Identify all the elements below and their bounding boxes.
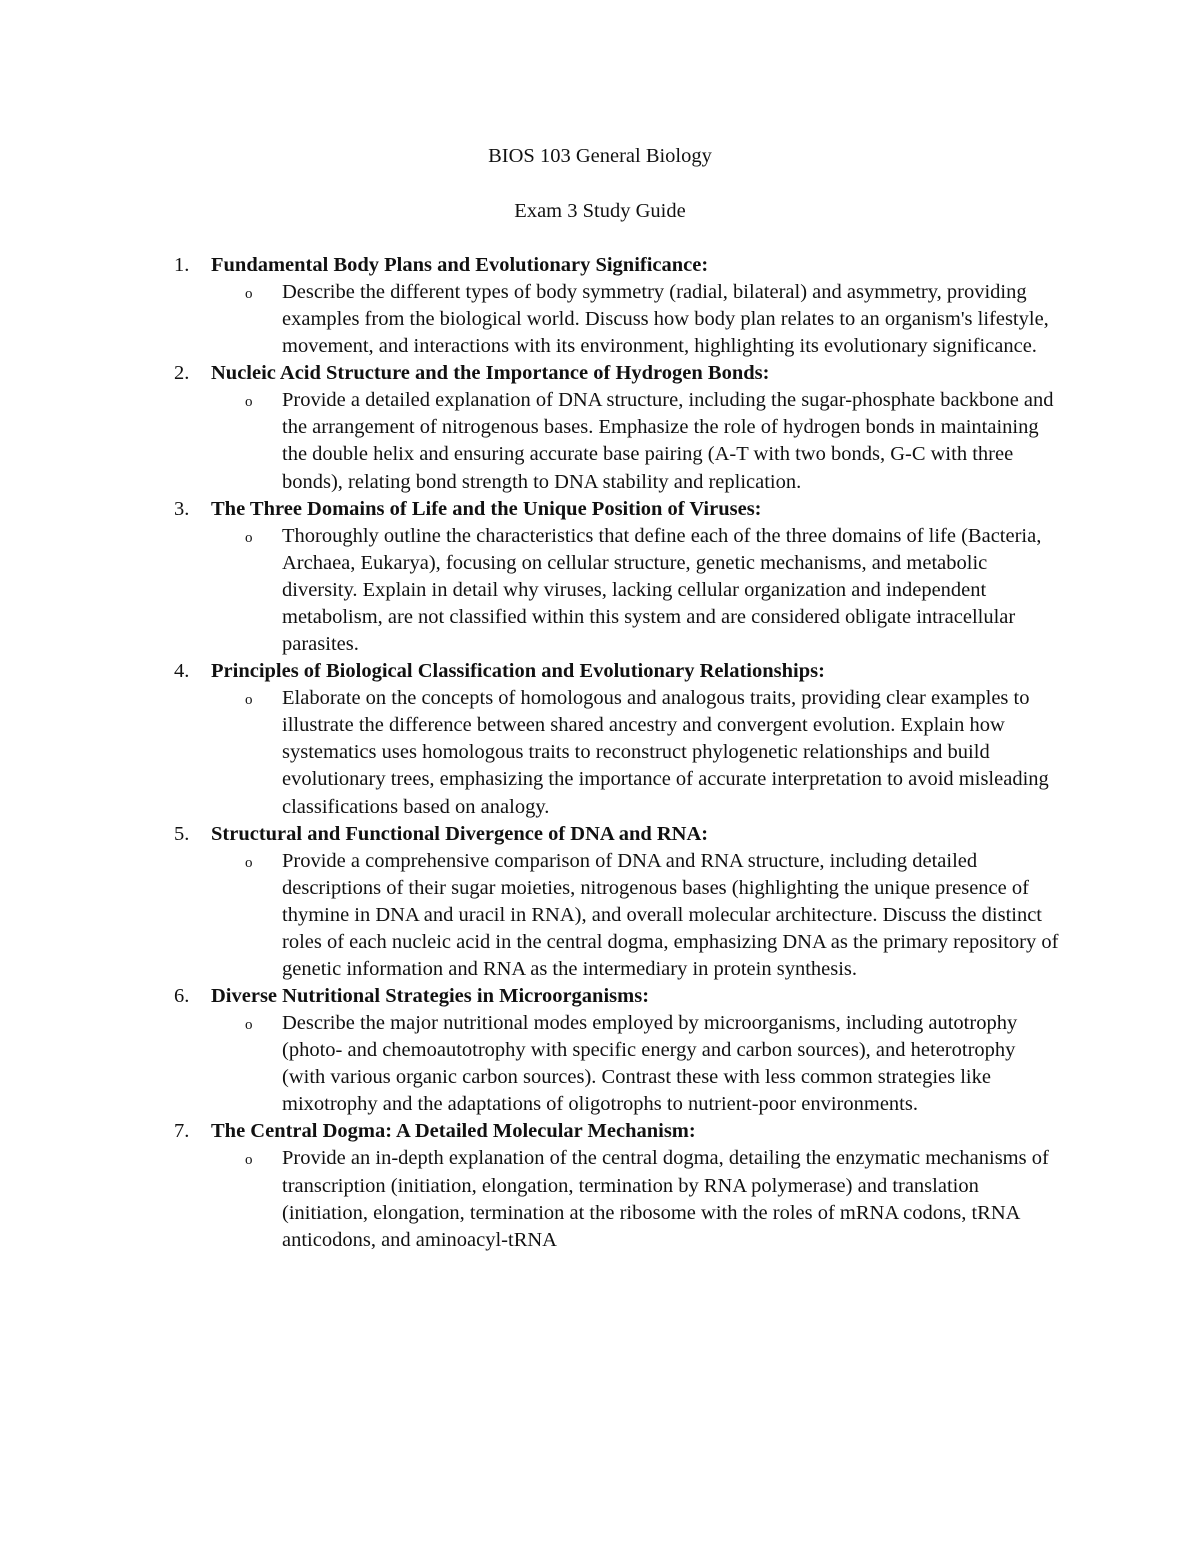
topic-heading bbox=[0, 658, 1200, 685]
study-topic bbox=[0, 983, 1200, 1118]
topic-detail bbox=[0, 1145, 1200, 1253]
topic-number: 2. bbox=[174, 362, 190, 385]
bullet-icon: o bbox=[245, 692, 253, 709]
topic-detail-text: Describe the major nutritional modes employed by microorganisms, including autotrophy (photo- and chemoautotrophy with specific energy and carbon sources), and heterotrophy (with various organic carbon sources). Contrast these with less common strategies like mixotrophy and the adaptations of oligotrophs to nutrient-poor environments. bbox=[282, 1012, 1018, 1116]
study-topic bbox=[0, 496, 1200, 658]
topic-title: Structural and Functional Divergence of DNA and RNA: bbox=[211, 822, 709, 845]
bullet-icon: o bbox=[245, 286, 253, 302]
topic-detail-text: Elaborate on the concepts of homologous and analogous traits, providing clear examples to illustrate the difference between shared ancestry and convergent evolution. Explain how systematics uses homologous traits to reconstruct phylogenetic relationships and build evolutionary trees, emphasizing the importance of accurate interpretation to avoid misleading classifications based on analogy. bbox=[282, 687, 1049, 818]
topic-heading bbox=[0, 821, 1200, 848]
topic-detail-text: Provide a detailed explanation of DNA structure, including the sugar-phosphate backbone and the arrangement of nitrogenous bases. Emphasize the role of hydrogen bonds in maintaining the double helix and ensuring accurate base pairing (A-T with two bonds, G-C with three bonds), relating bond strength to DNA stability and replication. bbox=[282, 389, 1054, 493]
study-topic bbox=[0, 1118, 1200, 1253]
bullet-icon: o bbox=[245, 529, 253, 546]
topic-title: Principles of Biological Classification and Evolutionary Relationships: bbox=[211, 660, 825, 683]
topic-heading bbox=[0, 496, 1200, 523]
topic-detail bbox=[0, 685, 1200, 820]
topic-title: Diverse Nutritional Strategies in Microorganisms: bbox=[211, 985, 650, 1008]
topic-heading bbox=[0, 1118, 1200, 1145]
topic-number: 5. bbox=[174, 822, 190, 845]
topic-detail bbox=[0, 387, 1200, 495]
topic-number: 3. bbox=[174, 497, 190, 520]
topic-detail-text: Provide a comprehensive comparison of DNA and RNA structure, including detailed descriptions of their sugar moieties, nitrogenous bases (highlighting the unique presence of thymine in DNA and uracil in RNA), and overall molecular architecture. Discuss the distinct roles of each nucleic acid in the central dogma, emphasizing DNA as the primary repository of genetic information and RNA as the intermediary in protein synthesis. bbox=[282, 849, 1059, 980]
topic-number: 1. bbox=[174, 254, 190, 276]
study-topic bbox=[0, 360, 1200, 495]
topic-detail bbox=[0, 523, 1200, 658]
topic-detail-text: Provide an in-depth explanation of the central dogma, detailing the enzymatic mechanisms of transcription (initiation, elongation, termination by RNA polymerase) and translation (initiation, elongation, termination at the ribosome with the roles of mRNA codons, tRNA anticodons, and aminoacyl-tRNA bbox=[282, 1147, 1049, 1251]
topic-number: 4. bbox=[174, 660, 190, 683]
bullet-icon: o bbox=[245, 1152, 253, 1169]
topic-heading bbox=[0, 360, 1200, 387]
topic-detail-text: Describe the different types of body symmetry (radial, bilateral) and asymmetry, providing examples from the biological world. Discuss how body plan relates to an organism's lifestyle, movement, and interactions with its environment, highlighting its evolutionary significance. bbox=[282, 281, 1049, 358]
study-topic-list bbox=[0, 252, 1200, 1254]
bullet-icon: o bbox=[245, 394, 253, 411]
topic-detail bbox=[0, 279, 1200, 360]
bullet-icon: o bbox=[245, 854, 253, 871]
topic-title: The Three Domains of Life and the Unique Position of Viruses: bbox=[211, 497, 762, 520]
topic-number: 6. bbox=[174, 985, 190, 1008]
topic-title: The Central Dogma: A Detailed Molecular Mechanism: bbox=[211, 1120, 696, 1143]
study-topic bbox=[0, 658, 1200, 820]
topic-detail bbox=[0, 1010, 1200, 1118]
document-subtitle: Exam 3 Study Guide bbox=[514, 200, 686, 222]
topic-detail-text: Thoroughly outline the characteristics that define each of the three domains of life (Bacteria, Archaea, Eukarya), focusing on cellular structure, genetic mechanisms, and metabolic diversity. Explain in detail why viruses, lacking cellular organization and independent metabolism, are not classified within this system and are considered obligate intracellular parasites. bbox=[282, 524, 1042, 656]
topic-title: Fundamental Body Plans and Evolutionary Significance: bbox=[211, 254, 709, 276]
topic-heading bbox=[0, 252, 1200, 279]
topic-title: Nucleic Acid Structure and the Importance of Hydrogen Bonds: bbox=[211, 362, 770, 385]
study-topic bbox=[0, 821, 1200, 983]
bullet-icon: o bbox=[245, 1017, 253, 1034]
topic-heading bbox=[0, 983, 1200, 1010]
topic-detail bbox=[0, 848, 1200, 983]
topic-number: 7. bbox=[174, 1120, 190, 1143]
study-topic bbox=[0, 252, 1200, 360]
document-title: BIOS 103 General Biology bbox=[488, 145, 712, 167]
